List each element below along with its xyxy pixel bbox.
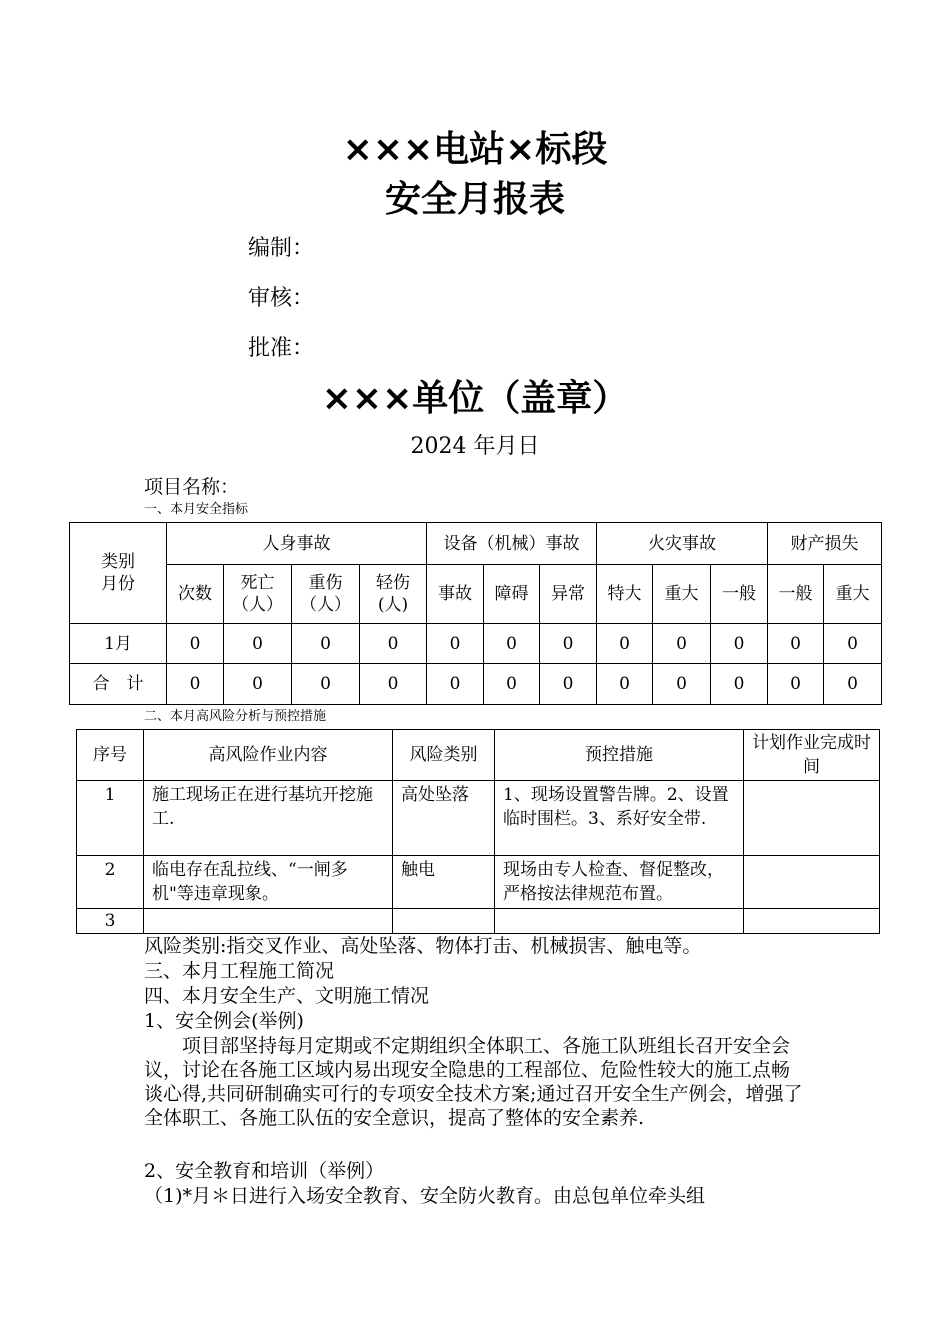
risk-category: 高处坠落 [393,781,495,856]
row-number: 2 [77,856,144,909]
subheader: 死亡 （人） [224,565,292,624]
subheader: 异常 [540,565,597,624]
group-header: 财产损失 [768,523,882,565]
row-number: 3 [77,909,144,934]
section2-heading: 二、本月高风险分析与预控措施 [144,709,327,724]
subheader: 轻伤 (人) [360,565,427,624]
subheader: 重大 [653,565,711,624]
cell: 0 [360,664,427,705]
subheader: 次数 [167,565,224,624]
subheader: 事故 [427,565,484,624]
group-header: 火灾事故 [597,523,768,565]
report-date: 2024 年月日 [410,434,540,459]
document-title-line1: ×××电站×标段 [342,129,608,170]
review-label: 审核： [248,286,315,311]
risk-content: 临电存在乱拉线、“一闸多机"等违章现象。 [144,856,393,909]
cell: 0 [292,624,360,664]
cell: 0 [711,664,768,705]
cell: 0 [824,664,882,705]
document-title-line2: 安全月报表 [384,179,565,220]
high-risk-table [76,729,880,934]
planned-time [744,781,880,856]
cell: 0 [540,624,597,664]
section3-heading: 三、本月工程施工简况 [144,960,335,982]
cell: 0 [540,664,597,705]
header-cell: 计划作业完成时间 [744,730,880,781]
header-cell: 序号 [77,730,144,781]
section1-heading: 一、本月安全指标 [144,502,249,517]
risk-content [144,909,393,934]
cell: 0 [224,664,292,705]
risk-category: 触电 [393,856,495,909]
control-measure: 现场由专人检查、督促整改，严格按法律规范布置。 [495,856,744,909]
cell: 0 [484,624,540,664]
subheader: 特大 [597,565,653,624]
cell: 0 [597,664,653,705]
subheader: 重大 [824,565,882,624]
row-label: 合 计 [70,664,167,705]
table-row [70,664,882,705]
cell: 0 [768,624,824,664]
planned-time [744,856,880,909]
header-cell: 预控措施 [495,730,744,781]
cell: 0 [653,624,711,664]
control-measure [495,909,744,934]
cell: 0 [484,664,540,705]
item2-line1: （1)*月＊日进行入场安全教育、安全防火教育。由总包单位牵头组 [144,1185,706,1207]
category-month-header: 类别 月份 [70,523,167,624]
subheader: 障碍 [484,565,540,624]
cell: 0 [653,664,711,705]
table-row [77,909,880,934]
cell: 0 [824,624,882,664]
cell: 0 [224,624,292,664]
subheader: 重伤 （人） [292,565,360,624]
cell: 0 [292,664,360,705]
row-number: 1 [77,781,144,856]
section4-heading: 四、本月安全生产、文明施工情况 [144,985,430,1007]
cell: 0 [711,624,768,664]
subheader: 一般 [711,565,768,624]
project-name-label: 项目名称： [144,476,240,498]
table-row [77,781,880,856]
risk-category [393,909,495,934]
item2-heading: 2、安全教育和培训（举例） [144,1160,385,1182]
risk-content: 施工现场正在进行基坑开挖施工. [144,781,393,856]
approve-label: 批准： [248,336,315,361]
control-measure: 1、现场设置警告牌。2、设置临时围栏。3、系好安全带. [495,781,744,856]
unit-stamp: ×××单位（盖章） [321,378,629,419]
table-row [77,856,880,909]
header-cell: 高风险作业内容 [144,730,393,781]
cell: 0 [427,664,484,705]
cell: 0 [768,664,824,705]
table-row [70,624,882,664]
item1-paragraph: 项目部坚持每月定期或不定期组织全体职工、各施工队班组长召开安全会议，讨论在各施工区域内易出现安全隐患的工程部位、危险性较大的施工点畅谈心得,共同研制确实可行的专项安全技术方案;通过召开安全生产例会，增强了全体职工、各施工队伍的安全意识，提高了整体的安全素养. [144,1035,803,1129]
cell: 0 [597,624,653,664]
header-cell: 风险类别 [393,730,495,781]
group-header: 设备（机械）事故 [427,523,597,565]
cell: 0 [167,624,224,664]
cell: 0 [360,624,427,664]
planned-time [744,909,880,934]
cell: 0 [427,624,484,664]
safety-indicator-table [69,522,882,705]
group-header: 人身事故 [167,523,427,565]
compile-label: 编制： [248,236,315,261]
item1-heading: 1、安全例会(举例) [144,1010,304,1032]
risk-category-note: 风险类别:指交叉作业、高处坠落、物体打击、机械损害、触电等。 [144,935,702,957]
cell: 0 [167,664,224,705]
subheader: 一般 [768,565,824,624]
row-label: 1月 [70,624,167,664]
